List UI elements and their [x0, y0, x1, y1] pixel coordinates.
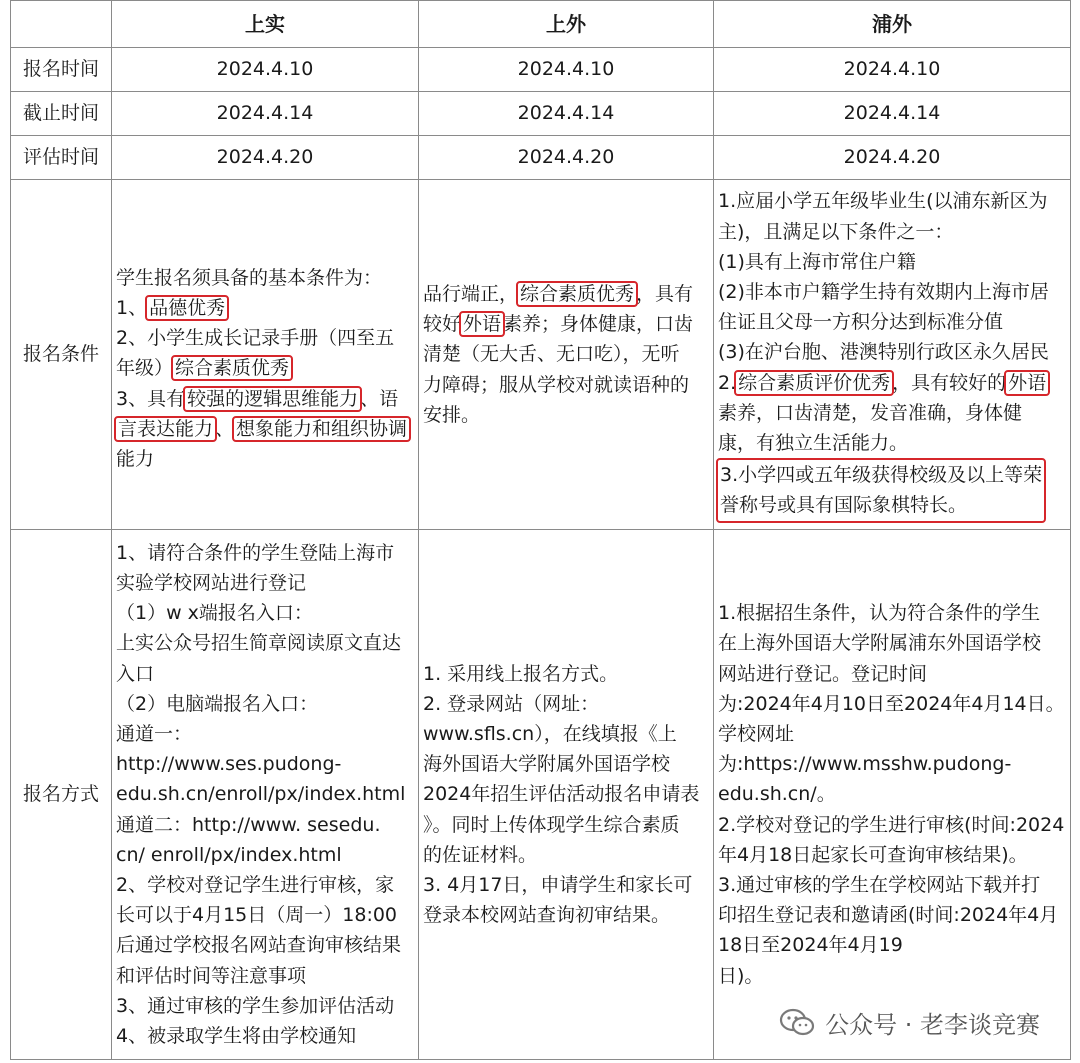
row-evaluation-time [11, 136, 1071, 180]
text-span: 3、具有 [116, 387, 186, 410]
row-conditions [11, 180, 1071, 530]
text-line: （2）电脑端报名入口： [116, 692, 319, 715]
text-line: 2、小学生成长记录手册（四至五 [116, 327, 395, 350]
text-line [423, 309, 709, 339]
wechat-icon [779, 1008, 815, 1038]
cell-value: 2024.4.20 [112, 136, 419, 180]
text-line: 3、通过审核的学生参加评估活动 [116, 994, 395, 1017]
cell-value: 2024.4.20 [419, 136, 714, 180]
text-line: 3. 4月17日，申请学生和家长可 [423, 874, 693, 896]
watermark-inner [773, 1003, 1046, 1042]
watermark [773, 1003, 1046, 1042]
highlight-box: 综合素质优秀 [520, 282, 635, 305]
text-span: 素养；身体健康，口齿 [503, 313, 694, 336]
cell-value: 2024.4.10 [419, 48, 714, 92]
text-line: 网站进行登记。登记时间 [718, 662, 928, 685]
text-line: 》。同时上传体现学生综合素质 [423, 813, 680, 836]
text-line: 在上海外国语大学附属浦东外国语学校 [718, 632, 1042, 655]
cell-value: 2024.4.14 [419, 92, 714, 136]
text-line: 2.学校对登记的学生进行审核(时间:2024 [718, 813, 1065, 836]
highlight-box: 综合素质评价优秀 [738, 371, 891, 394]
text-line: 3.小学四或五年级获得校级及以上等荣 [720, 464, 1043, 487]
conditions-shangwai [419, 180, 714, 530]
text-line: 日)。 [718, 964, 764, 987]
header-row [11, 1, 1071, 48]
method-shangshi [112, 530, 419, 1060]
row-method [11, 530, 1071, 1060]
text-line: 学生报名须具备的基本条件为： [116, 266, 383, 289]
text-line [116, 353, 414, 383]
text-line: 的佐证材料。 [423, 843, 538, 866]
row-label: 评估时间 [11, 136, 112, 180]
header-school-puwai: 浦外 [714, 1, 1071, 48]
conditions-shangshi [112, 180, 419, 530]
text-line: 1、请符合条件的学生登陆上海市 [116, 541, 395, 564]
text-line: 主)，且满足以下条件之一： [718, 220, 954, 243]
text-line: 通道二：http://www. sesedu. [116, 813, 381, 836]
text-line: (3)在沪台胞、港澳特别行政区永久居民 [718, 341, 1049, 364]
text-line: edu.sh.cn/enroll/px/index.html [116, 783, 406, 806]
watermark-text: 公众号 · 老李谈竞赛 [825, 1011, 1040, 1039]
text-line: 18日至2024年4月19 [718, 934, 903, 957]
text-line: 登录本校网站查询初审结果。 [423, 904, 671, 927]
text-line: 誉称号或具有国际象棋特长。 [720, 494, 968, 517]
text-line: 为:https://www.msshw.pudong- [718, 753, 1012, 776]
text-line: 力障碍；服从学校对就读语种的 [423, 373, 690, 396]
text-line: 安排。 [423, 403, 481, 426]
text-line: 2024年招生评估活动报名申请表 [423, 783, 700, 806]
text-line [423, 279, 709, 309]
admission-table [10, 0, 1071, 1060]
cell-value: 2024.4.14 [714, 92, 1071, 136]
text-line [718, 368, 1066, 398]
text-span: 2. [718, 371, 737, 394]
text-line: 印招生登记表和邀请函(时间:2024年4月 [718, 904, 1059, 927]
text-line [116, 414, 414, 444]
text-line: 上实公众号招生简章阅读原文直达 [116, 632, 402, 655]
text-span: 、 [215, 417, 235, 440]
text-line: 清楚（无大舌、无口吃），无听 [423, 343, 680, 366]
text-line: 学校网址 [718, 722, 795, 745]
text-line: 1. 采用线上报名方式。 [423, 662, 619, 685]
row-label: 报名条件 [11, 180, 112, 530]
method-shangwai [419, 530, 714, 1060]
text-line: www.sfls.cn），在线填报《上 [423, 722, 677, 745]
text-line: 素养，口齿清楚，发音准确，身体健 [718, 401, 1023, 424]
row-label: 截止时间 [11, 92, 112, 136]
text-line: 后通过学校报名网站查询审核结果 [116, 934, 402, 957]
cell-value: 2024.4.10 [714, 48, 1071, 92]
text-line: 康，有独立生活能力。 [718, 432, 909, 454]
highlight-box: 品德优秀 [149, 296, 226, 319]
cell-value: 2024.4.10 [112, 48, 419, 92]
text-line: 海外国语大学附属外国语学校 [423, 753, 671, 776]
header-school-shangwai: 上外 [419, 1, 714, 48]
conditions-puwai [714, 180, 1071, 530]
highlight-box: 想象能力和组织协调 [236, 417, 408, 440]
text-line: 入口 [116, 662, 155, 685]
text-line: http://www.ses.pudong- [116, 753, 342, 776]
text-line [116, 293, 414, 323]
text-line: 2. 登录网站（网址： [423, 692, 600, 715]
text-line: cn/ enroll/px/index.html [116, 843, 342, 866]
row-label: 报名时间 [11, 48, 112, 92]
text-span: 较好 [423, 313, 462, 336]
text-line: 长可以于4月15日（周一）18:00 [116, 904, 398, 927]
highlight-box: 较强的逻辑思维能力 [187, 387, 359, 410]
text-line: 能力 [116, 448, 155, 470]
text-span: ，具有 [636, 282, 694, 305]
highlight-box: 言表达能力 [118, 417, 214, 440]
text-line: 3.通过审核的学生在学校网站下载并打 [718, 874, 1041, 896]
text-line: 年4月18日起家长可查询审核结果)。 [718, 843, 1028, 866]
text-span: 、语 [360, 387, 399, 410]
text-line: 和评估时间等注意事项 [116, 964, 307, 987]
header-corner [11, 1, 112, 48]
method-puwai [714, 530, 1071, 1060]
text-line: 通道一： [116, 722, 193, 745]
text-line: （1）w x端报名入口： [116, 602, 313, 625]
row-deadline [11, 92, 1071, 136]
text-line: 实验学校网站进行登记 [116, 571, 307, 594]
text-line [116, 384, 414, 414]
highlight-box: 综合素质优秀 [175, 357, 290, 380]
cell-value: 2024.4.20 [714, 136, 1071, 180]
highlight-box-block [718, 460, 1044, 520]
text-line: 为:2024年4月10日至2024年4月14日。 [718, 692, 1065, 715]
row-registration-time [11, 48, 1071, 92]
highlight-box: 外语 [1008, 371, 1047, 394]
text-span: 年级） [116, 357, 174, 380]
highlight-box: 外语 [463, 313, 502, 336]
text-line: 1.应届小学五年级毕业生(以浦东新区为 [718, 190, 1048, 213]
text-line: 2、学校对登记学生进行审核，家 [116, 874, 395, 896]
text-line: edu.sh.cn/。 [718, 783, 836, 806]
text-line: 4、被录取学生将由学校通知 [116, 1025, 357, 1048]
text-line: 1.根据招生条件，认为符合条件的学生 [718, 602, 1041, 625]
cell-value: 2024.4.14 [112, 92, 419, 136]
text-span: 品行端正， [423, 282, 519, 305]
header-school-shangshi: 上实 [112, 1, 419, 48]
row-label: 报名方式 [11, 530, 112, 1060]
text-line: (1)具有上海市常住户籍 [718, 250, 916, 273]
text-span: 1、 [116, 296, 148, 319]
text-line: 住证且父母一方积分达到标准分值 [718, 311, 1004, 334]
text-span: ，具有较好的 [892, 371, 1007, 394]
text-line: (2)非本市户籍学生持有效期内上海市居 [718, 280, 1049, 303]
